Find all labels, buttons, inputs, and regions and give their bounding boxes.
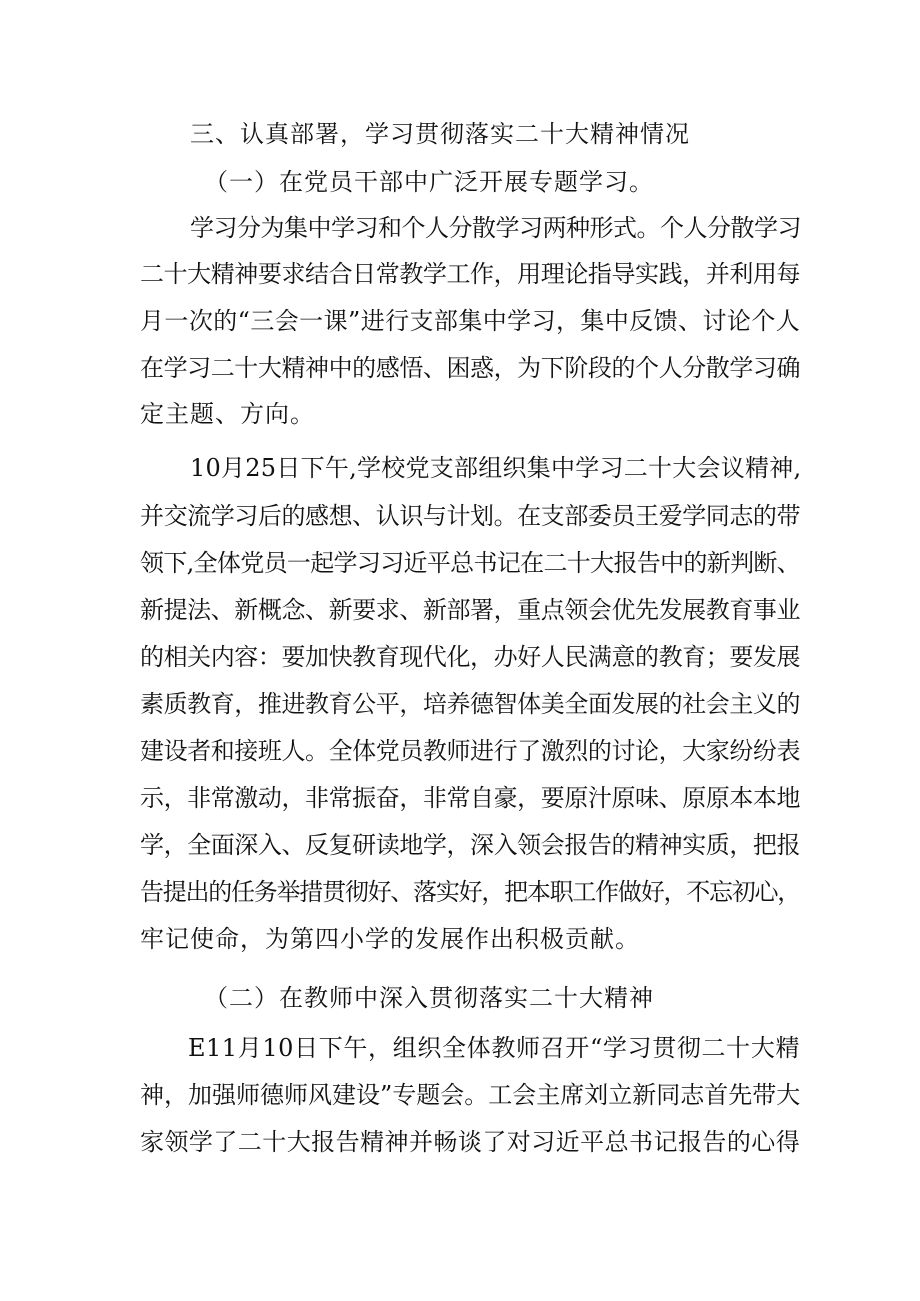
paragraph-2-line-6: 素质教育，推进教育公平，培养德智体美全面发展的社会主义的 [140, 690, 800, 718]
paragraph-2-line-11: 牢记使命，为第四小学的发展作出积极贡献。 [140, 925, 640, 953]
paragraph-1-line-1: 学习分为集中学习和个人分散学习两种形式。个人分散学习 [190, 214, 801, 242]
paragraph-1-line-2: 二十大精神要求结合日常教学工作，用理论指导实践，并利用每 [140, 260, 800, 288]
paragraph-1-line-3: 月一次的“三会一课”进行支部集中学习，集中反馈、讨论个人 [140, 307, 800, 335]
paragraph-2-line-1: 10月25日下午,学校党支部组织集中学习二十大会议精神, [190, 454, 802, 482]
paragraph-3-line-2: 神，加强师德师风建设”专题会。工会主席刘立新同志首先带大 [140, 1081, 801, 1109]
section-heading: 三、认真部署，学习贯彻落实二十大精神情况 [190, 120, 690, 148]
paragraph-3-line-1: E11月10日下午，组织全体教师召开“学习贯彻二十大精 [188, 1034, 800, 1062]
paragraph-2-line-5: 的相关内容：要加快教育现代化，办好人民满意的教育；要发展 [140, 643, 800, 671]
paragraph-2-line-4: 新提法、新概念、新要求、新部署，重点领会优先发展教育事业 [140, 596, 800, 624]
subheading-party-study: （一）在党员干部中广泛开展专题学习。 [204, 168, 654, 196]
paragraph-2-line-3: 领下,全体党员一起学习习近平总书记在二十大报告中的新判断、 [140, 549, 800, 577]
subheading-teacher-study: （二）在教师中深入贯彻落实二十大精神 [204, 984, 654, 1012]
paragraph-2-line-2: 并交流学习后的感想、认识与计划。在支部委员王爱学同志的带 [140, 502, 800, 530]
paragraph-2-line-7: 建设者和接班人。全体党员教师进行了激烈的讨论，大家纷纷表 [140, 737, 800, 765]
paragraph-1-line-4: 在学习二十大精神中的感悟、困惑，为下阶段的个人分散学习确 [140, 354, 800, 382]
paragraph-2-line-10: 告提出的任务举措贯彻好、落实好，把本职工作做好，不忘初心， [140, 878, 800, 906]
paragraph-2-line-8: 示，非常激动，非常振奋，非常自豪，要原汁原味、原原本本地 [140, 784, 800, 812]
paragraph-2-line-9: 学，全面深入、反复研读地学，深入领会报告的精神实质，把报 [140, 831, 800, 859]
paragraph-3-line-3: 家领学了二十大报告精神并畅谈了对习近平总书记报告的心得 [140, 1128, 800, 1156]
paragraph-1-line-5: 定主题、方向。 [140, 400, 315, 428]
